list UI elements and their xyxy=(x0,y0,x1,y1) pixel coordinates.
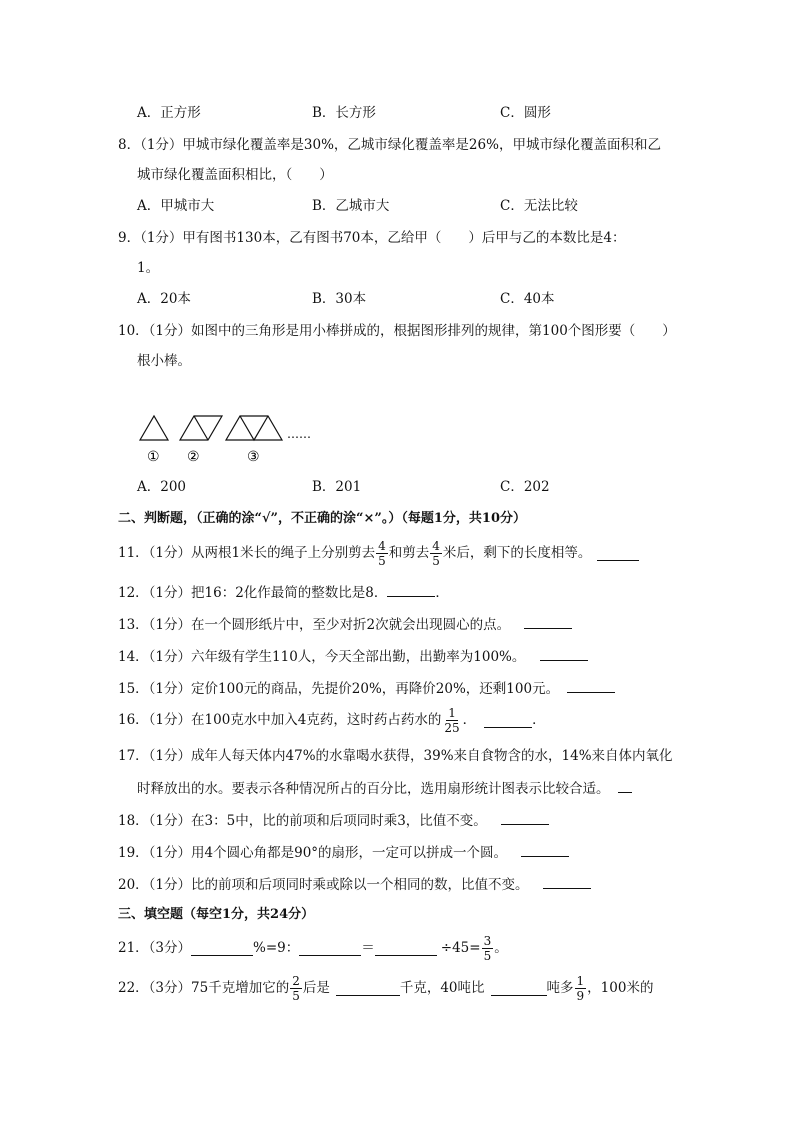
q18 xyxy=(118,810,549,830)
q21-fraction: $\frac{3}{5}$ xyxy=(483,933,492,963)
q10-line1: 10．（1分）如图中的三角形是用小棒拼成的，根据图形排列的规律，第100个图形要（ ） xyxy=(118,323,676,339)
q17-line2: 时释放出的水。要表示各种情况所占的百分比，选用扇形统计图表示比较合适。 xyxy=(137,781,610,797)
q19-answer-blank[interactable] xyxy=(521,842,569,857)
q9-line1: 9．（1分）甲有图书130本，乙有图书70本，乙给甲（ ）后甲与乙的本数比是4： xyxy=(118,230,626,246)
q15-text: 15．（1分）定价100元的商品，先提价20%，再降价20%，还剩100元。 xyxy=(118,681,560,697)
q21-text: 21．（3分） xyxy=(118,940,192,956)
q13-text: 13．（1分）在一个圆形纸片中，至少对折2次就会出现圆心的点。 xyxy=(118,617,511,633)
q7-option-a: A．正方形 xyxy=(137,105,201,121)
q21: 21．（3分） %=9： ＝ ÷45= $\frac{3}{5}$ 。 xyxy=(118,933,508,963)
q12-answer-blank[interactable] xyxy=(387,582,435,597)
q11-fraction-1: $\frac{4}{5}$ xyxy=(378,538,386,568)
q14-answer-blank[interactable] xyxy=(540,646,588,661)
q22-fraction-1: $\frac{2}{5}$ xyxy=(292,973,300,1003)
figure-ellipsis: …… xyxy=(287,427,311,441)
figure-label-1: ① xyxy=(147,449,160,465)
triangle-figure-3 xyxy=(226,416,282,440)
q9-option-a: A．20本 xyxy=(137,291,191,307)
q20 xyxy=(118,874,591,894)
q17-answer-blank[interactable] xyxy=(618,778,632,793)
q22-blank-1[interactable] xyxy=(336,981,400,996)
q17 xyxy=(137,778,632,798)
q13 xyxy=(118,614,572,634)
q16-answer-blank[interactable] xyxy=(484,713,532,728)
q19-text: 19．（1分）用4个圆心角都是90°的扇形，一定可以拼成一个圆。 xyxy=(118,845,508,861)
q14-text: 14．（1分）六年级有学生110人，今天全部出勤，出勤率为100%。 xyxy=(118,649,526,665)
q9-option-c: C．40本 xyxy=(500,291,555,307)
q11-fraction-2: $\frac{4}{5}$ xyxy=(432,538,440,568)
q11-text-pre: 11．（1分）从两根1米长的绳子上分别剪去 xyxy=(118,545,376,561)
q7-option-c: C．圆形 xyxy=(500,105,551,121)
q9-option-b: B．30本 xyxy=(312,291,367,307)
q16-fraction: $\frac{1}{25}$ xyxy=(444,705,460,735)
q12-text: 12．（1分）把16：2化作最简的整数比是8． xyxy=(118,585,388,601)
q17-line1: 17．（1分）成年人每天体内47%的水靠喝水获得，39%来自食物含的水，14%来自体内氧化 xyxy=(118,748,673,764)
section-3-heading: 三、填空题（每空1分，共24分） xyxy=(118,907,315,922)
q13-answer-blank[interactable] xyxy=(524,614,572,629)
q21-blank-3[interactable] xyxy=(375,941,437,956)
section-2-heading: 二、判断题，（正确的涂“√”，不正确的涂“×”。）（每题1分，共10分） xyxy=(118,511,526,526)
q22-blank-2[interactable] xyxy=(491,981,547,996)
q14 xyxy=(118,646,588,666)
q15-answer-blank[interactable] xyxy=(567,678,615,693)
q9-line2: 1。 xyxy=(137,260,160,276)
q8-line2: 城市绿化覆盖面积相比，（ ） xyxy=(137,167,333,183)
q8-option-a: A．甲城市大 xyxy=(137,198,215,214)
q10-option-a: A．200 xyxy=(137,479,187,495)
q11-answer-blank[interactable] xyxy=(597,546,639,561)
triangle-figure-2 xyxy=(180,416,222,440)
q8-option-c: C．无法比较 xyxy=(500,198,578,214)
q10-option-b: B．201 xyxy=(312,479,362,495)
q10-option-c: C．202 xyxy=(500,479,550,495)
q10-line2: 根小棒。 xyxy=(137,353,191,369)
q21-blank-2[interactable] xyxy=(299,941,361,956)
q16-text: 16．（1分）在100克水中加入4克药，这时药占药水的 xyxy=(118,712,442,728)
q18-answer-blank[interactable] xyxy=(501,810,549,825)
q12: 12．（1分）把16：2化作最简的整数比是8． ． xyxy=(118,582,449,602)
q22-text: 22．（3分）75千克增加它的 xyxy=(118,980,290,996)
q20-answer-blank[interactable] xyxy=(543,874,591,889)
q7-option-b: B．长方形 xyxy=(312,105,376,121)
q22: 22．（3分）75千克增加它的 $\frac{2}{5}$ 后是 千克，40吨比 吨多 $\frac{1}{9}$ ，100米的 xyxy=(118,973,654,1003)
q22-fraction-2: $\frac{1}{9}$ xyxy=(576,973,585,1003)
triangle-figure-1 xyxy=(140,416,168,440)
q20-text: 20．（1分）比的前项和后项同时乘或除以一个相同的数，比值不变。 xyxy=(118,877,529,893)
q21-blank-1[interactable] xyxy=(191,941,253,956)
figure-label-3: ③ xyxy=(247,449,260,465)
q11-text-post: 米后，剩下的长度相等。 xyxy=(442,545,592,561)
q8-line1: 8．（1分）甲城市绿化覆盖率是30%，乙城市绿化覆盖率是26%，甲城市绿化覆盖面积和乙 xyxy=(118,137,661,153)
q8-option-b: B．乙城市大 xyxy=(312,198,390,214)
q11 xyxy=(118,538,639,568)
q18-text: 18．（1分）在3：5中，比的前项和后项同时乘3，比值不变。 xyxy=(118,813,487,829)
triangle-pattern-figure xyxy=(130,405,330,465)
q16: 16．（1分）在100克水中加入4克药，这时药占药水的 $\frac{1}{25}$ ． ． xyxy=(118,705,546,735)
q19 xyxy=(118,842,569,862)
q15 xyxy=(118,678,615,698)
q11-text-mid: 和剪去 xyxy=(388,545,430,561)
figure-label-2: ② xyxy=(187,449,200,465)
